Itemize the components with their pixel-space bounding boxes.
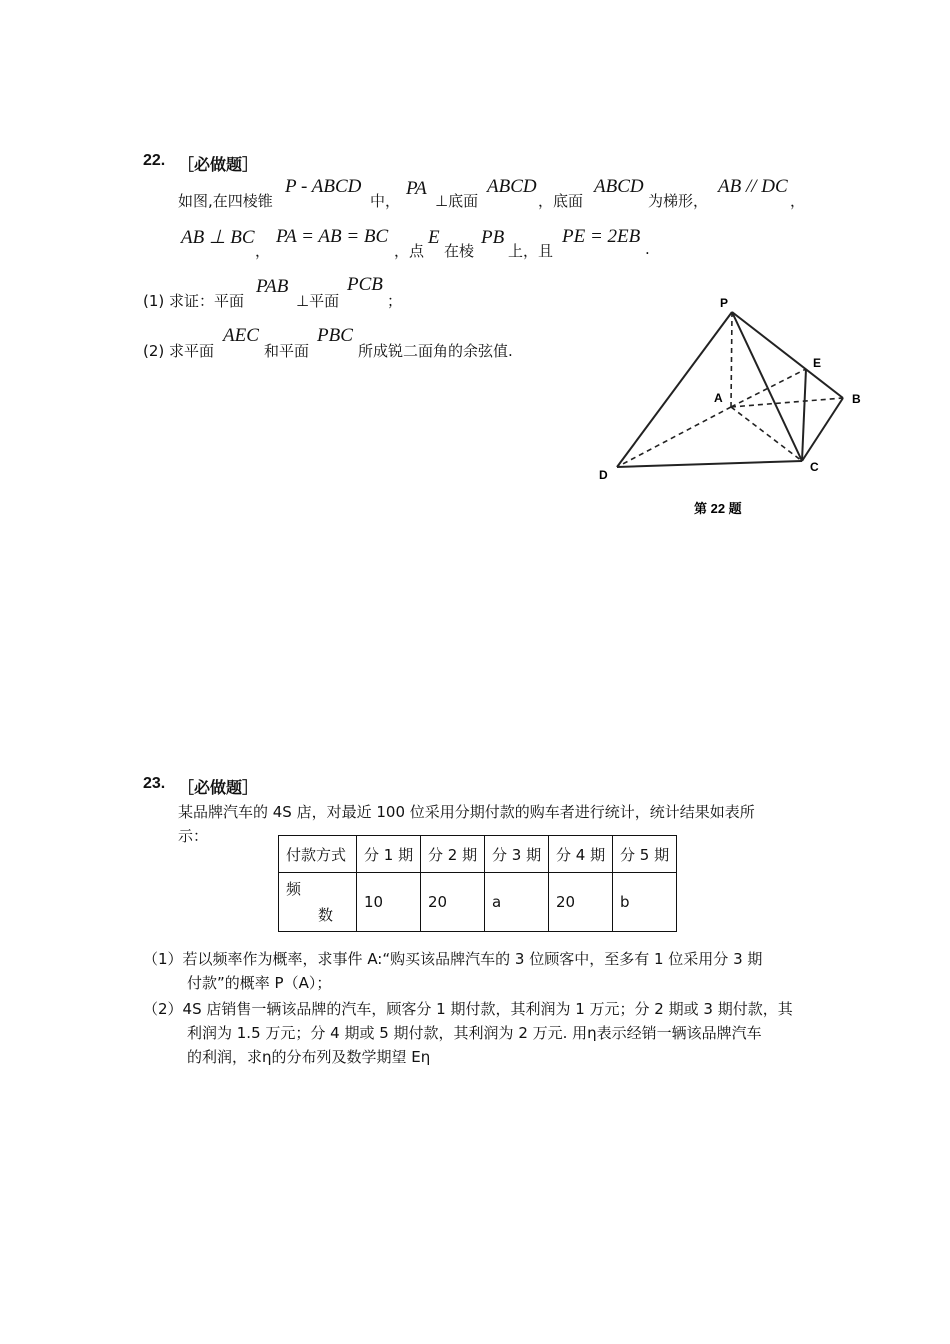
table-header-cell: 分 4 期 bbox=[549, 836, 613, 873]
q22-text: 中， bbox=[370, 192, 401, 210]
table-cell: 10 bbox=[357, 873, 421, 932]
q22-part1-text: ⊥平面 bbox=[296, 292, 340, 310]
q22-text: ， bbox=[790, 192, 806, 210]
q22-part2-text: (2) 求平面 bbox=[143, 342, 215, 360]
edge-PD bbox=[617, 312, 732, 467]
q23-tag: ［必做题］ bbox=[178, 780, 259, 797]
table-header-cell: 分 5 期 bbox=[613, 836, 677, 873]
q22-math: AB ⊥ BC bbox=[181, 227, 255, 248]
q22-text: ，底面 bbox=[538, 192, 584, 210]
edge-PC bbox=[732, 312, 802, 461]
q23-part2: 的利润，求η的分布列及数学期望 Eη bbox=[187, 1048, 431, 1066]
q22-text: ， bbox=[255, 242, 271, 260]
edge-AC-dashed bbox=[731, 407, 802, 461]
q22-math: P - ABCD bbox=[285, 176, 362, 197]
q22-math: AEC bbox=[223, 325, 259, 346]
q22-number: 22. bbox=[143, 152, 166, 169]
vertex-label-D: D bbox=[599, 468, 608, 482]
q22-math: PAB bbox=[256, 276, 289, 297]
table-header-cell: 分 2 期 bbox=[421, 836, 485, 873]
q23-part2: （2）4S 店销售一辆该品牌的汽车，顾客分 1 期付款，其利润为 1 万元；分 2 期或 3 期付款，其 bbox=[143, 1000, 793, 1018]
q22-part2-text: 和平面 bbox=[264, 342, 310, 360]
edge-CB bbox=[802, 398, 843, 461]
q22-text: 为梯形， bbox=[648, 192, 709, 210]
q22-text: ⊥底面 bbox=[435, 192, 479, 210]
table-header-cell: 分 3 期 bbox=[485, 836, 549, 873]
q22-text: 在棱 bbox=[444, 242, 475, 260]
q23-intro: 某品牌汽车的 4S 店，对最近 100 位采用分期付款的购车者进行统计，统计结果如表所 bbox=[178, 803, 755, 821]
q22-part1-text: ； bbox=[387, 292, 403, 310]
vertex-label-A: A bbox=[714, 391, 723, 405]
q22-part1-text: (1) 求证：平面 bbox=[143, 292, 245, 310]
q22-text: . bbox=[645, 240, 650, 258]
vertex-label-C: C bbox=[810, 460, 819, 474]
edge-AD-dashed bbox=[617, 407, 731, 467]
q23-intro: 示： bbox=[178, 827, 209, 845]
edge-PB bbox=[732, 312, 843, 398]
q23-frequency-table bbox=[278, 835, 677, 932]
table-cell: b bbox=[613, 873, 677, 932]
q23-part2: 利润为 1.5 万元；分 4 期或 5 期付款，其利润为 2 万元. 用η表示经销一辆该品牌汽车 bbox=[187, 1024, 762, 1042]
q22-math: PCB bbox=[347, 274, 383, 295]
q22-math: PA bbox=[406, 178, 427, 199]
q22-math: E bbox=[428, 227, 440, 248]
q22-math: ABCD bbox=[487, 176, 537, 197]
edge-DC bbox=[617, 461, 802, 467]
vertex-label-E: E bbox=[813, 356, 822, 370]
q22-math: PE = 2EB bbox=[562, 226, 641, 247]
vertex-label-B: B bbox=[852, 392, 861, 406]
q23-number: 23. bbox=[143, 775, 166, 792]
table-header-cell: 分 1 期 bbox=[357, 836, 421, 873]
table-header-row bbox=[279, 836, 677, 873]
table-header-cell: 付款方式 bbox=[279, 836, 357, 873]
q22-math: AB // DC bbox=[718, 176, 788, 197]
q22-math: ABCD bbox=[594, 176, 644, 197]
table-cell: a bbox=[485, 873, 549, 932]
q22-text: ，点 bbox=[394, 242, 425, 260]
row-label-top: 频 bbox=[286, 880, 302, 898]
table-row bbox=[279, 873, 677, 932]
edge-EC bbox=[802, 369, 806, 461]
figure-caption: 第 22 题 bbox=[694, 501, 742, 516]
edge-PA-dashed bbox=[731, 312, 732, 407]
q22-tag: ［必做题］ bbox=[178, 157, 259, 174]
row-label-bottom: 数 bbox=[318, 906, 334, 924]
q22-text: 上，且 bbox=[508, 242, 554, 260]
vertex-label-P: P bbox=[720, 296, 729, 310]
q23-part1: （1）若以频率作为概率，求事件 A:“购买该品牌汽车的 3 位顾客中，至多有 1 位采用分 3 期 bbox=[143, 950, 763, 968]
q22-math: PB bbox=[481, 227, 505, 248]
q22-math: PBC bbox=[317, 325, 353, 346]
q22-part2-text: 所成锐二面角的余弦值. bbox=[358, 342, 513, 360]
table-row-label bbox=[279, 873, 357, 932]
q23-part1: 付款”的概率 P（A）； bbox=[187, 974, 332, 992]
q22-pyramid-figure bbox=[590, 290, 880, 525]
q22-text: 如图,在四棱锥 bbox=[178, 192, 273, 210]
q22-math: PA = AB = BC bbox=[276, 226, 389, 247]
table-cell: 20 bbox=[549, 873, 613, 932]
table-cell: 20 bbox=[421, 873, 485, 932]
